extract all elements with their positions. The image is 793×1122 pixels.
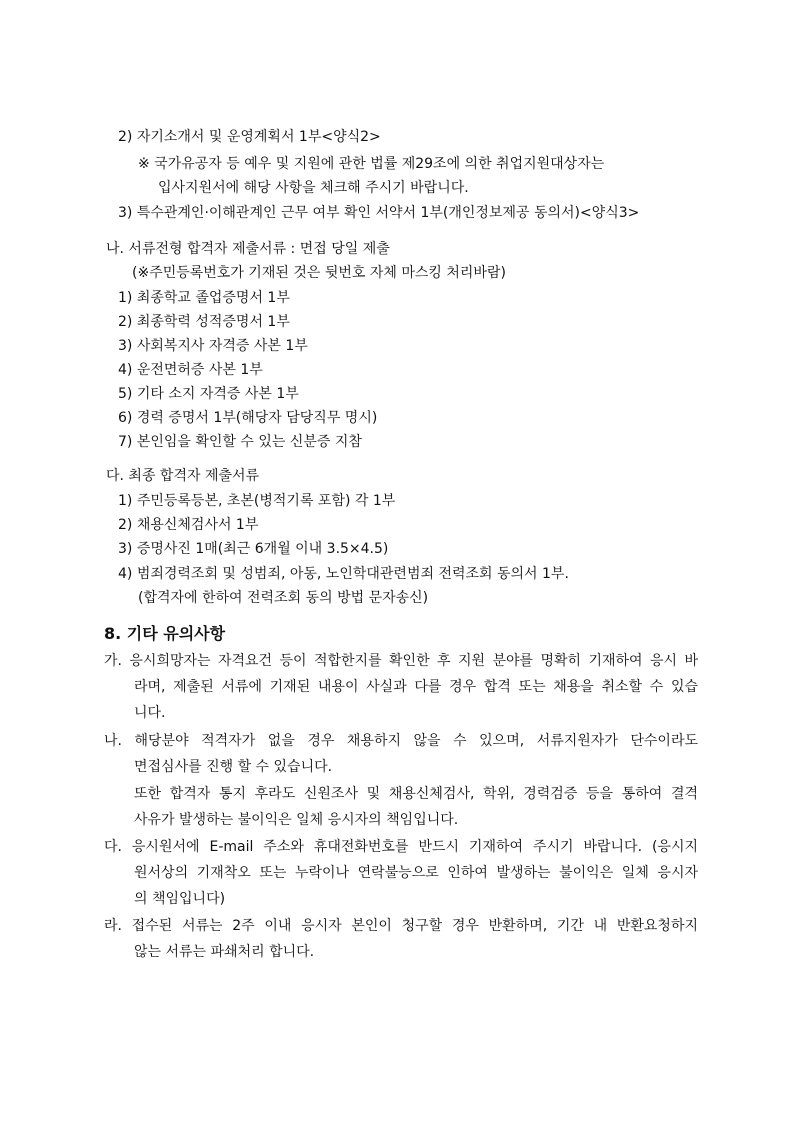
paragraph-line: 라며, 제출된 서류에 기재된 내용이 사실과 다를 경우 합격 또는 채용을 취소할 수 있습	[134, 679, 698, 695]
paragraph-line: 니다.	[134, 705, 166, 721]
paragraph-line: 사유가 발생하는 불이익은 일체 응시자의 책임입니다.	[134, 812, 459, 828]
list-item: 6) 경력 증명서 1부(해당자 담당직무 명시)	[118, 410, 378, 426]
list-item: 1) 주민등록등본, 초본(병적기록 포함) 각 1부	[118, 493, 396, 509]
paragraph-line: 의 책임입니다)	[134, 891, 226, 907]
list-item: 2) 자기소개서 및 운영계획서 1부<양식2>	[118, 129, 381, 145]
section-heading: 8. 기타 유의사항	[104, 624, 226, 643]
note-text: 입사지원서에 해당 사항을 체크해 주시기 바랍니다.	[158, 180, 469, 196]
list-item: 1) 최종학교 졸업증명서 1부	[118, 290, 290, 306]
paragraph-line: 않는 서류는 파쇄처리 합니다.	[134, 944, 315, 960]
list-item: 7) 본인임을 확인할 수 있는 신분증 지참	[118, 434, 362, 450]
list-item: 3) 증명사진 1매(최근 6개월 이내 3.5×4.5)	[118, 541, 389, 557]
paragraph-line: 라. 접수된 서류는 2주 이내 응시자 본인이 청구할 경우 반환하며, 기간 내 반환요청하지	[104, 918, 698, 934]
paragraph-line: 또한 합격자 통지 후라도 신원조사 및 채용신체검사, 학위, 경력검증 등을 통하여 결격	[134, 786, 698, 802]
list-item: 4) 범죄경력조회 및 성범죄, 아동, 노인학대관련범죄 전력조회 동의서 1부.	[118, 566, 569, 582]
paragraph-line: 면접심사를 진행 할 수 있습니다.	[134, 759, 333, 775]
paragraph-line: 다. 응시원서에 E-mail 주소와 휴대전화번호를 반드시 기재하여 주시기 바랍니다. (응시지	[104, 839, 698, 855]
paragraph-line: 가. 응시희망자는 자격요건 등이 적합한지를 확인한 후 지원 분야를 명확히 기재하여 응시 바	[104, 653, 698, 669]
list-item: 5) 기타 소지 자격증 사본 1부	[118, 386, 299, 402]
list-item: 3) 특수관계인·이해관계인 근무 여부 확인 서약서 1부(개인정보제공 동의서)<양식3>	[118, 205, 640, 221]
note-text: (합격자에 한하여 전력조회 동의 방법 문자송신)	[138, 590, 429, 606]
paragraph-line: 나. 해당분야 적격자가 없을 경우 채용하지 않을 수 있으며, 서류지원자가 단수이라도	[104, 733, 698, 749]
list-item: 2) 채용신체검사서 1부	[118, 517, 259, 533]
section-title: 다. 최종 합격자 제출서류	[106, 468, 260, 484]
list-item: 3) 사회복지사 자격증 사본 1부	[118, 338, 308, 354]
list-item: 2) 최종학력 성적증명서 1부	[118, 314, 290, 330]
section-title: 나. 서류전형 합격자 제출서류 : 면접 당일 제출	[106, 241, 390, 257]
list-item: 4) 운전면허증 사본 1부	[118, 362, 263, 378]
note-text: (※주민등록번호가 기재된 것은 뒷번호 자체 마스킹 처리바람)	[132, 265, 506, 281]
note-text: ※ 국가유공자 등 예우 및 지원에 관한 법률 제29조에 의한 취업지원대상자는	[138, 156, 605, 172]
paragraph-line: 원서상의 기재착오 또는 누락이나 연락불능으로 인하여 발생하는 불이익은 일체 응시자	[134, 865, 698, 881]
